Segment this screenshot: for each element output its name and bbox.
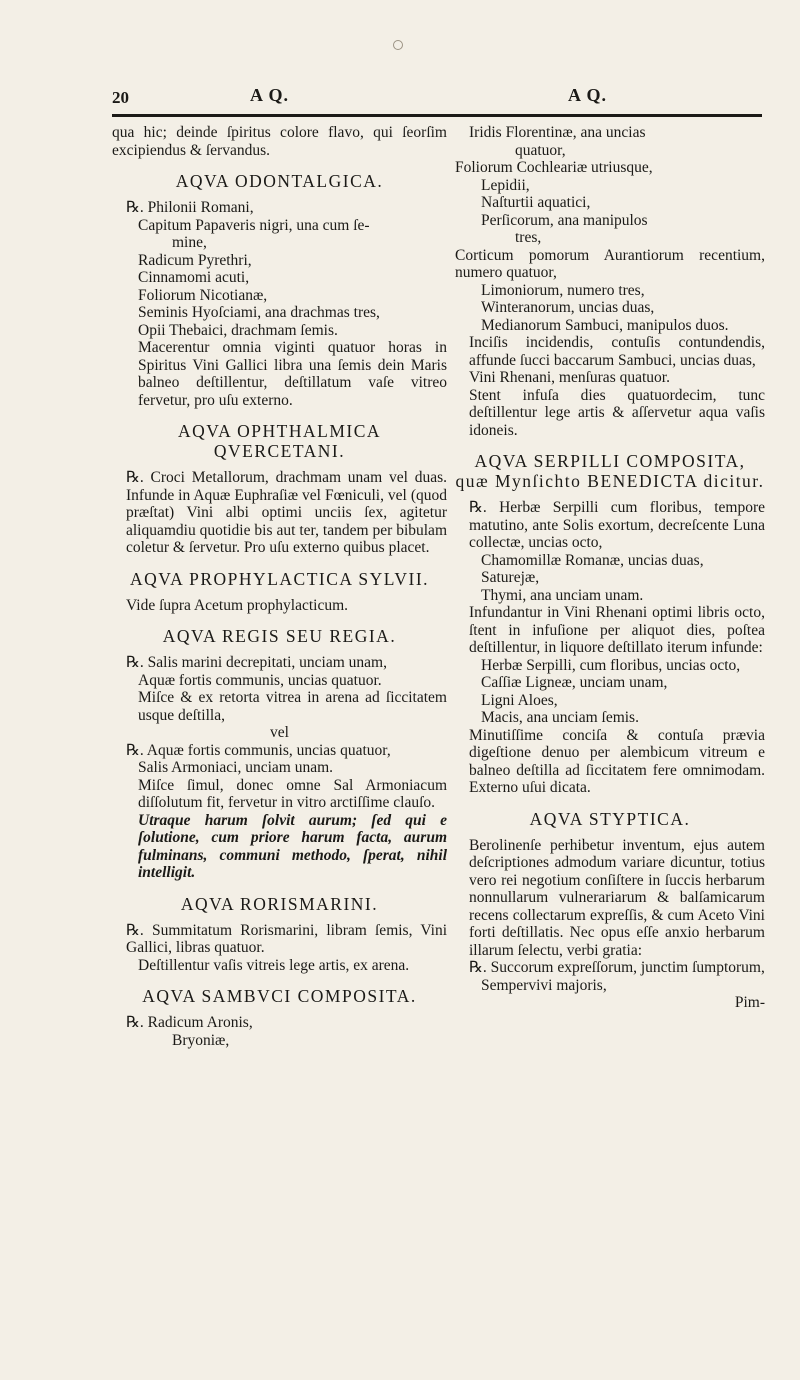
section-heading: AQVA PROPHYLACTICA SYLVII. <box>129 568 430 589</box>
text-line: Utraque harum ſolvit aurum; ſed qui e ſolutione, cum priore harum facta, aurum fulminans, communi methodo, ſperat, nihil intelligit. <box>138 811 447 881</box>
text-line: Miſce & ex retorta vitrea in arena ad ſiccitatem usque deſtilla, <box>138 689 447 724</box>
page-number: 20 <box>112 88 129 107</box>
text-line: Perſicorum, ana manipulos <box>481 211 648 229</box>
text-line: ℞. Croci Metallorum, drachmam unam vel duas. Infunde in Aquæ Euphraſiæ vel Fœniculi, vel (quod præſtat) Vini albi optimi unciis ſex, agitetur aliquamdiu quotidie bis aut ter, tandem per bibulam coletur & ſervetur. Pro uſu externo quibus placet. <box>126 469 447 556</box>
text-line: ℞. Succorum expreſſorum, junctim ſumptorum, <box>469 959 765 976</box>
ornament-dot <box>393 40 403 50</box>
text-line: Radicum Pyrethri, <box>138 251 252 269</box>
running-head-right: A Q. <box>568 85 608 105</box>
text-line: Chamomillæ Romanæ, uncias duas, <box>481 551 704 569</box>
text-line: Minutiſſime conciſa & contuſa prævia digeſtione denuo per alembicum vitreum e balneo deſtilla ad ſiccitatem fere omnimodam. Externo uſui dicata. <box>469 726 765 796</box>
text-line: Foliorum Nicotianæ, <box>138 286 268 304</box>
text-line: Pim- <box>734 994 765 1011</box>
text-line: Macerentur omnia viginti quatuor horas in Spiritus Vini Gallici libra una ſemis dein Maris balneo deſtillentur, deſtillatum vaſe vitreo fervetur, pro uſu externo. <box>138 339 447 409</box>
text-line: Corticum pomorum Aurantiorum recentium, numero quatuor, <box>455 246 765 281</box>
text-line: Herbæ Serpilli, cum floribus, uncias octo, <box>481 656 741 674</box>
text-line: Sempervivi majoris, <box>481 976 607 994</box>
right-column <box>455 124 765 1012</box>
left-column <box>112 124 447 1049</box>
text-line: quatuor, <box>515 141 566 159</box>
text-line: Medianorum Sambuci, manipulos duos. <box>481 316 729 334</box>
text-line: Thymi, ana unciam unam. <box>481 586 644 604</box>
text-line: Lepidii, <box>481 176 530 194</box>
text-line: qua hic; deinde ſpiritus colore flavo, qui ſeorſim excipiendus & ſervandus. <box>112 124 447 159</box>
text-line: Ligni Aloes, <box>481 691 558 709</box>
text-line: Naſturtii aquatici, <box>481 194 591 211</box>
text-line: Vini Rhenani, menſuras quatuor. <box>469 369 670 386</box>
header-rule-right <box>462 114 762 117</box>
text-line: Cinnamomi acuti, <box>138 269 250 286</box>
text-line: ℞. Radicum Aronis, <box>126 1014 253 1031</box>
text-line: Limoniorum, numero tres, <box>481 281 645 299</box>
text-line: Seminis Hyoſciami, ana drachmas tres, <box>138 304 380 321</box>
text-line: Foliorum Cochleariæ utriusque, <box>455 159 653 176</box>
section-heading: AQVA SERPILLI COMPOSITA, quæ Mynſichto BENEDICTA dicitur. <box>455 451 765 491</box>
header-rule-left <box>112 114 462 117</box>
text-line: ℞. Herbæ Serpilli cum floribus, tempore matutino, ante Solis exortum, decreſcente Luna collectæ, uncias octo, <box>469 499 765 551</box>
text-line: vel <box>270 724 289 741</box>
section-heading: AQVA RORISMARINI. <box>180 893 379 914</box>
text-line: Miſce ſimul, donec omne Sal Armoniacum diſſolutum fit, fervetur in vitro arctiſſime clauſo. <box>138 776 447 811</box>
text-line: Aquæ fortis communis, uncias quatuor. <box>138 671 382 689</box>
section-heading: AQVA REGIS SEU REGIA. <box>162 626 397 646</box>
text-line: Infundantur in Vini Rhenani optimi libris octo, ſtent in infuſione per aliquot dies, poſtea deſtillentur, in liquore deſtillato iterum infunde: <box>469 604 765 656</box>
section-heading: AQVA ODONTALGICA. <box>175 171 384 191</box>
text-line: ℞. Salis marini decrepitati, unciam unam, <box>126 654 387 671</box>
text-line: Opii Thebaici, drachmam ſemis. <box>138 321 338 339</box>
text-line: Stent infuſa dies quatuordecim, tunc deſtillentur lege artis & aſſervetur aqua vaſis idoneis. <box>469 386 765 439</box>
section-heading: AQVA OPHTHALMICA QVERCETANI. <box>177 421 382 461</box>
text-line: Iridis Florentinæ, ana uncias <box>469 124 646 141</box>
text-line: Deſtillentur vaſis vitreis lege artis, ex arena. <box>138 956 410 974</box>
text-line: Saturejæ, <box>481 569 540 586</box>
text-line: ℞. Summitatum Rorismarini, libram ſemis, Vini Gallici, libras quatuor. <box>126 921 447 956</box>
text-line: Vide ſupra Acetum prophylacticum. <box>126 596 349 614</box>
text-line: Salis Armoniaci, unciam unam. <box>138 759 334 776</box>
text-line: Bryoniæ, <box>172 1031 230 1049</box>
text-line: Macis, ana unciam ſemis. <box>481 709 639 726</box>
text-line: ℞. Aquæ fortis communis, uncias quatuor, <box>126 741 391 759</box>
text-line: Capitum Papaveris nigri, una cum ſe- <box>138 216 370 234</box>
text-line: Berolinenſe perhibetur inventum, ejus autem deſcriptiones admodum variare dicuntur, totius vero rei negotium conſiſtere in ſuccis herbarum nonnullarum vulnerariarum & balſamicarum recens collectarum expreſſis, & cum Aceto Vini forti deſtillatis. Nec opus eſſe anxio herbarum illarum ſelectu, verbi gratia: <box>469 836 765 959</box>
section-heading: AQVA STYPTICA. <box>529 808 691 829</box>
text-line: ℞. Philonii Romani, <box>126 199 254 216</box>
text-line: tres, <box>515 229 542 246</box>
text-line: Inciſis incidendis, contuſis contundendis, affunde ſucci baccarum Sambuci, uncias duas, <box>469 334 765 369</box>
text-line: Caſſiæ Ligneæ, unciam unam, <box>481 674 668 691</box>
text-line: Winteranorum, uncias duas, <box>481 299 655 316</box>
section-heading: AQVA SAMBVCI COMPOSITA. <box>142 986 417 1006</box>
text-line: mine, <box>172 234 207 251</box>
running-head-left: A Q. <box>250 85 290 105</box>
